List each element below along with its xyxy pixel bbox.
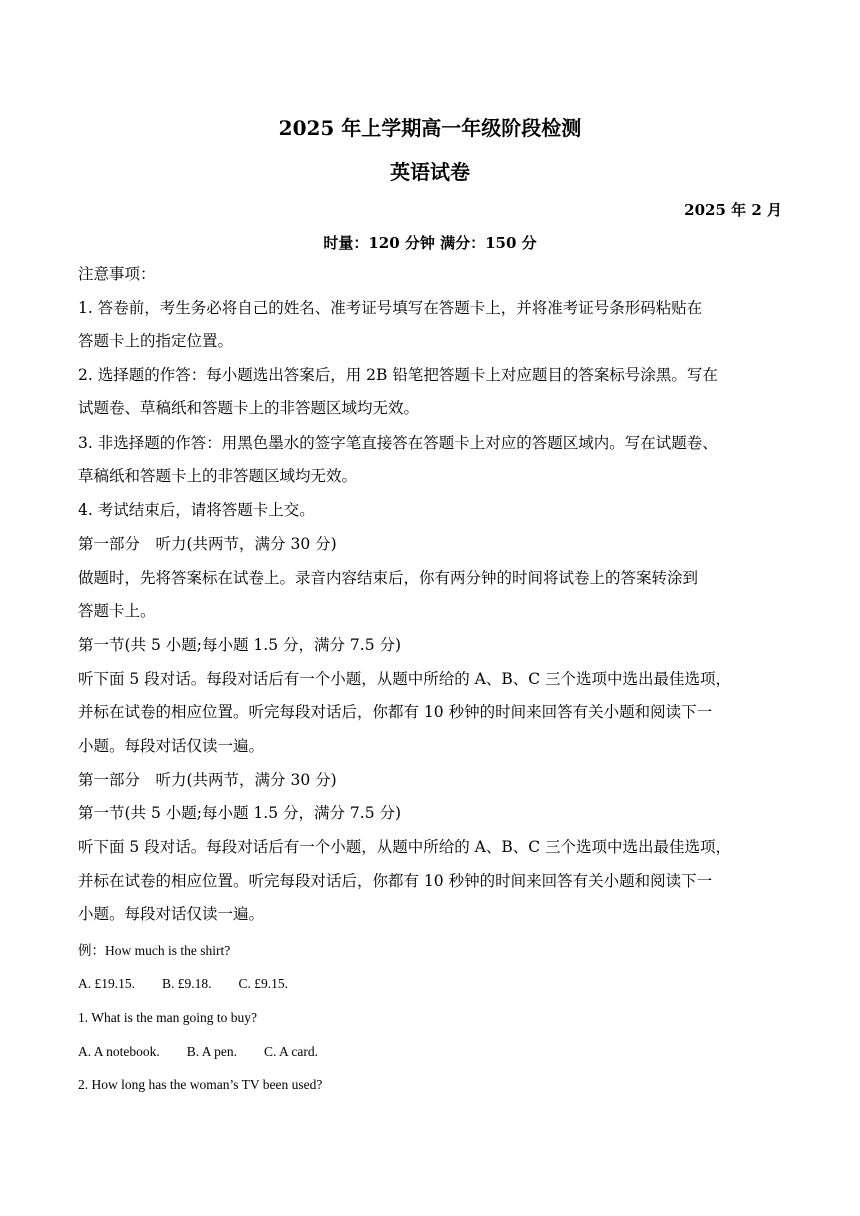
notice-heading: 注意事项： — [78, 265, 156, 283]
exam-title: 2025 年上学期高一年级阶段检测 — [278, 116, 582, 140]
section1-instructions-line-2: 并标在试卷的相应位置。听完每段对话后，你都有 10 秒钟的时间来回答有关小题和阅读下一 — [78, 703, 713, 721]
question-1: 1. What is the man going to buy? — [78, 1010, 257, 1025]
question-1-options: A. A notebook. B. A pen. C. A card. — [78, 1044, 319, 1059]
example-options: A. £19.15. B. £9.18. C. £9.15. — [78, 976, 289, 991]
exam-date: 2025 年 2 月 — [684, 201, 782, 219]
part1-intro-line-2: 答题卡上。 — [78, 602, 156, 620]
section1-repeat-line-1: 听下面 5 段对话。每段对话后有一个小题，从题中所给的 A、B、C 三个选项中选出最佳选项， — [78, 838, 732, 856]
notice-item-2-line-1: 2. 选择题的作答：每小题选出答案后，用 2B 铅笔把答题卡上对应题目的答案标号涂黑。写在 — [78, 366, 718, 384]
exam-subtitle: 英语试卷 — [390, 160, 470, 184]
part1-heading-repeat: 第一部分 听力(共两节，满分 30 分) — [78, 771, 337, 789]
section1-repeat-line-2: 并标在试卷的相应位置。听完每段对话后，你都有 10 秒钟的时间来回答有关小题和阅读下一 — [78, 872, 713, 890]
section1-heading: 第一节(共 5 小题;每小题 1.5 分，满分 7.5 分) — [78, 636, 402, 654]
time-score-line: 时量：120 分钟 满分：150 分 — [323, 234, 537, 252]
notice-item-3-line-2: 草稿纸和答题卡上的非答题区域均无效。 — [78, 467, 358, 485]
section1-instructions-line-3: 小题。每段对话仅读一遍。 — [78, 737, 265, 755]
section1-instructions-line-1: 听下面 5 段对话。每段对话后有一个小题，从题中所给的 A、B、C 三个选项中选出最佳选项， — [78, 670, 732, 688]
notice-item-4: 4. 考试结束后，请将答题卡上交。 — [78, 501, 315, 519]
notice-item-3-line-1: 3. 非选择题的作答：用黑色墨水的签字笔直接答在答题卡上对应的答题区域内。写在试题卷、 — [78, 434, 718, 452]
example-question: 例：How much is the shirt? — [78, 943, 231, 958]
part1-intro-line-1: 做题时，先将答案标在试卷上。录音内容结束后，你有两分钟的时间将试卷上的答案转涂到 — [78, 569, 699, 587]
section1-repeat-line-3: 小题。每段对话仅读一遍。 — [78, 905, 265, 923]
notice-item-2-line-2: 试题卷、草稿纸和答题卡上的非答题区域均无效。 — [78, 399, 420, 417]
part1-heading: 第一部分 听力(共两节，满分 30 分) — [78, 535, 337, 553]
notice-item-1-line-1: 1. 答卷前，考生务必将自己的姓名、准考证号填写在答题卡上，并将准考证号条形码粘贴在 — [78, 299, 703, 317]
notice-item-1-line-2: 答题卡上的指定位置。 — [78, 332, 234, 350]
section1-heading-repeat: 第一节(共 5 小题;每小题 1.5 分，满分 7.5 分) — [78, 804, 402, 822]
question-2: 2. How long has the woman’s TV been used? — [78, 1077, 323, 1092]
